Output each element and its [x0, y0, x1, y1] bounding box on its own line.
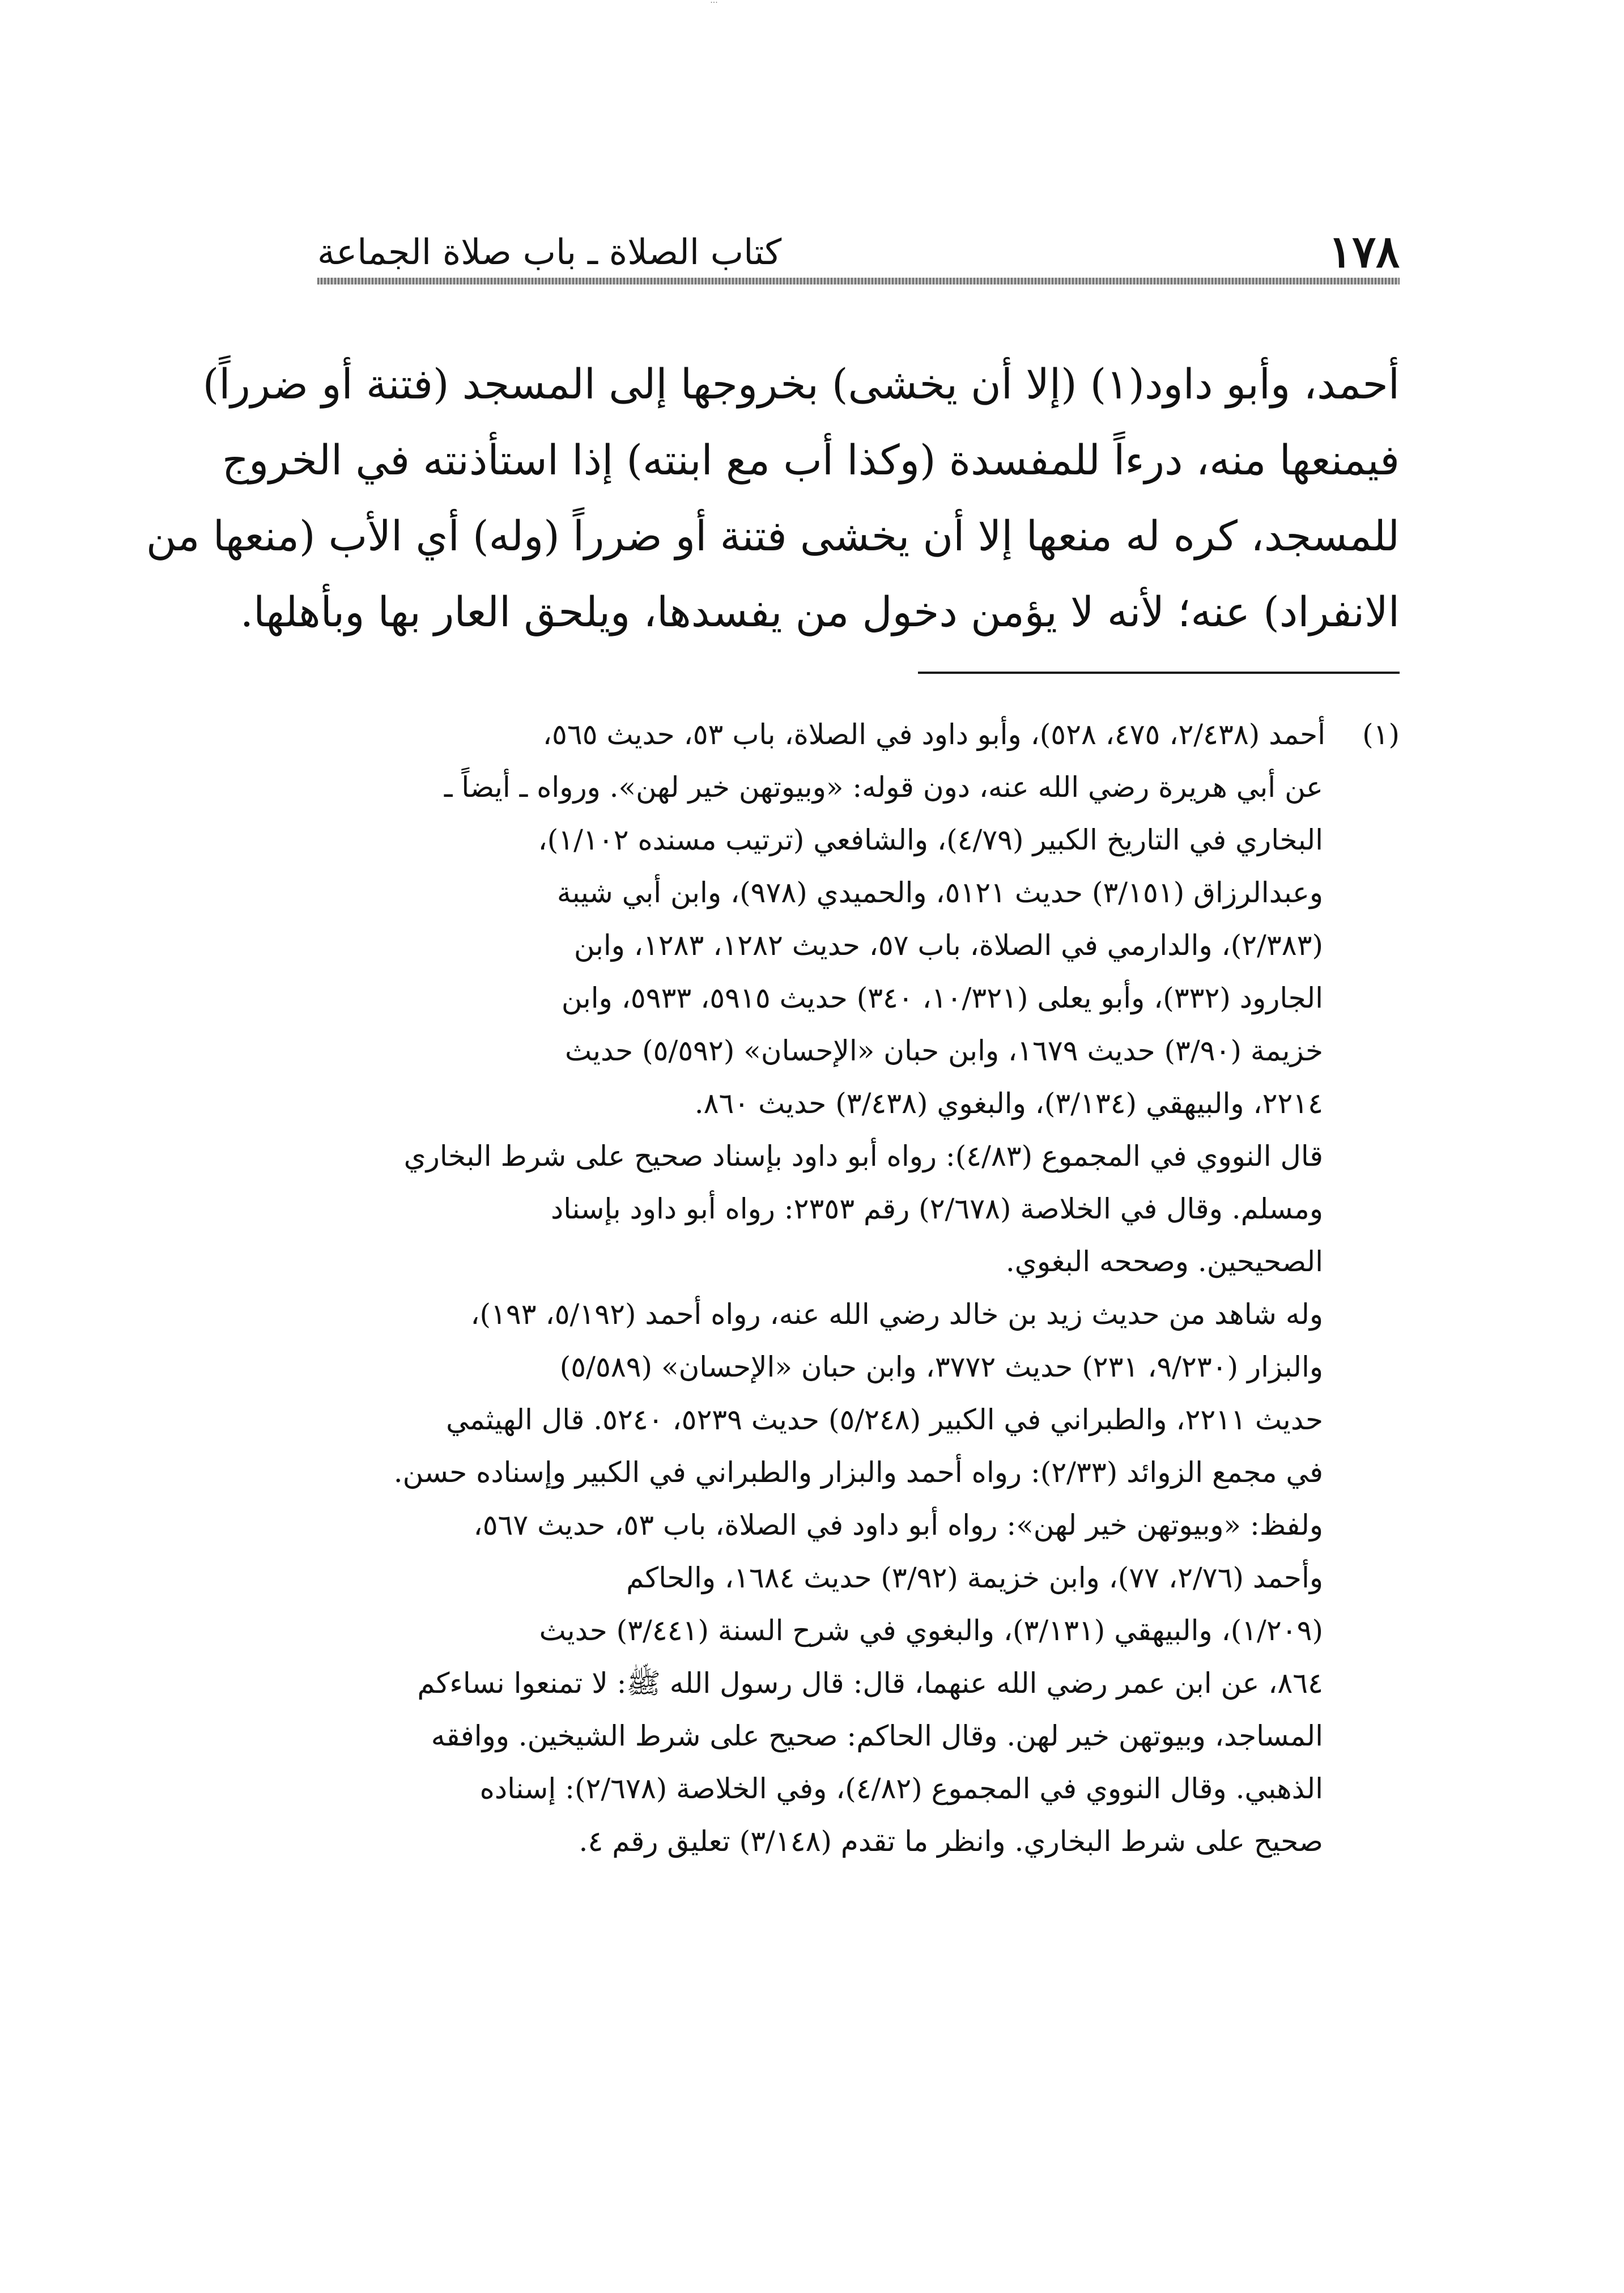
- running-header: [317, 226, 1400, 278]
- footnote-line: ومسلم. وقال في الخلاصة (٢/٦٧٨) رقم ٢٣٥٣: رواه أبو داود بإسناد: [551, 1192, 1323, 1225]
- running-title: كتاب الصلاة ـ باب صلاة الجماعة: [317, 231, 782, 273]
- footnote-line: البخاري في التاريخ الكبير (٤/٧٩)، والشافعي (ترتيب مسنده ١/١٠٢)،: [538, 823, 1323, 856]
- footnote-line: قال النووي في المجموع (٤/٨٣): رواه أبو داود بإسناد صحيح على شرط البخاري: [403, 1140, 1323, 1173]
- footnote-line: ولفظ: «وبيوتهن خير لهن»: رواه أبو داود في الصلاة، باب ٥٣، حديث ٥٦٧،: [473, 1509, 1323, 1542]
- footnote-marker: (١): [1362, 718, 1400, 751]
- footnote-line: ٢٢١٤، والبيهقي (٣/١٣٤)، والبغوي (٣/٤٣٨) حديث ٨٦٠.: [694, 1087, 1323, 1120]
- footnote-line: (٢/٣٨٣)، والدارمي في الصلاة، باب ٥٧، حديث ١٢٨٢، ١٢٨٣، وابن: [573, 929, 1323, 962]
- page-number: ١٧٨: [1328, 226, 1400, 278]
- body-line: الانفراد) عنه؛ لأنه لا يؤمن دخول من يفسدها، ويلحق العار بها وبأهلها.: [240, 588, 1400, 636]
- footnote-line: ٨٦٤، عن ابن عمر رضي الله عنهما، قال: قال رسول الله ﷺ: لا تمنعوا نساءكم: [417, 1667, 1323, 1700]
- main-body-text: [146, 347, 1400, 651]
- footnote-text: أحمد (٢/٤٣٨، ٤٧٥، ٥٢٨)، وأبو داود في الصلاة، باب ٥٣، حديث ٥٦٥،: [542, 718, 1326, 751]
- footnote-line: خزيمة (٣/٩٠) حديث ١٦٧٩، وابن حبان «الإحسان» (٥/٥٩٢) حديث: [565, 1034, 1323, 1067]
- body-line: أحمد، وأبو داود(١) (إلا أن يخشى) بخروجها إلى المسجد (فتنة أو ضرراً): [202, 360, 1400, 409]
- footnote-line: والبزار (٩/٢٣٠، ٢٣١) حديث ٣٧٧٢، وابن حبان «الإحسان» (٥/٥٨٩): [559, 1351, 1323, 1383]
- footnote-line: حديث ٢٢١١، والطبراني في الكبير (٥/٢٤٨) حديث ٥٢٣٩، ٥٢٤٠. قال الهيثمي: [446, 1403, 1323, 1436]
- footnote-line: (١/٢٠٩)، والبيهقي (٣/١٣١)، والبغوي في شرح السنة (٣/٤٤١) حديث: [539, 1614, 1323, 1647]
- footnote-line: الجارود (٣٣٢)، وأبو يعلى (١٠/٣٢١، ٣٤٠) حديث ٥٩١٥، ٥٩٣٣، وابن: [561, 982, 1323, 1014]
- footnote-line: [317, 708, 1400, 761]
- header-divider: [317, 278, 1400, 284]
- footnotes-block: [317, 708, 1400, 1868]
- scan-mark: ···: [710, 0, 718, 7]
- footnote-separator: [918, 672, 1400, 674]
- footnote-line: وعبدالرزاق (٣/١٥١) حديث ٥١٢١، والحميدي (٩٧٨)، وابن أبي شيبة: [556, 876, 1323, 909]
- footnote-line: الصحيحين. وصححه البغوي.: [1005, 1245, 1323, 1278]
- footnote-line: في مجمع الزوائد (٢/٣٣): رواه أحمد والبزار والطبراني في الكبير وإسناده حسن.: [393, 1456, 1323, 1489]
- footnote-line: عن أبي هريرة رضي الله عنه، دون قوله: «وبيوتهن خير لهن». ورواه ـ أيضاً ـ: [444, 771, 1323, 804]
- footnote-line: المساجد، وبيوتهن خير لهن. وقال الحاكم: صحيح على شرط الشيخين. ووافقه: [431, 1719, 1323, 1752]
- body-line: فيمنعها منه، درءاً للمفسدة (وكذا أب مع ابنته) إذا استأذنته في الخروج: [222, 436, 1400, 485]
- footnote-line: الذهبي. وقال النووي في المجموع (٤/٨٢)، وفي الخلاصة (٢/٦٧٨): إسناده: [479, 1772, 1323, 1805]
- footnote-line: وأحمد (٢/٧٦، ٧٧)، وابن خزيمة (٣/٩٢) حديث ١٦٨٤، والحاكم: [626, 1561, 1323, 1594]
- body-line: للمسجد، كره له منعها إلا أن يخشى فتنة أو ضرراً (وله) أي الأب (منعها من: [146, 512, 1400, 560]
- footnote-line: وله شاهد من حديث زيد بن خالد رضي الله عنه، رواه أحمد (٥/١٩٢، ١٩٣)،: [470, 1298, 1323, 1331]
- footnote-line: صحيح على شرط البخاري. وانظر ما تقدم (٣/١٤٨) تعليق رقم ٤.: [579, 1825, 1323, 1858]
